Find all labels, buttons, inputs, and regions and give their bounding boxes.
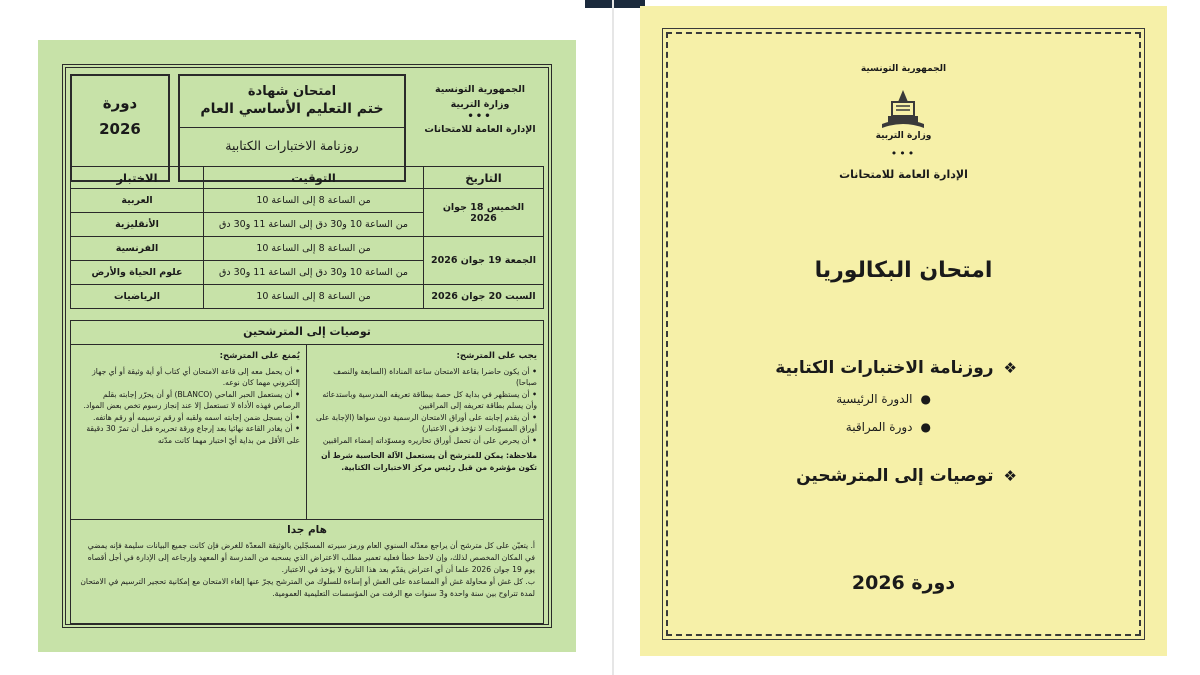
- header-date: التاريخ: [424, 167, 544, 189]
- subject-cell: الأنقليزية: [71, 213, 204, 237]
- list-item: [717, 466, 1017, 486]
- ministry-label: وزارة التربية: [875, 131, 932, 141]
- subject-cell: علوم الحياة والأرض: [71, 261, 204, 285]
- subject-cell: الرياضيات: [71, 285, 204, 309]
- recommendations-item-label: توصيات إلى المترشحين: [796, 466, 994, 486]
- left-document-page: [38, 40, 576, 652]
- list-item: • أن يستظهر في بداية كل حصة ببطاقة تعريفه المدرسية وباستدعائه وأن يسلم بطاقة تعريفه إلى المراقبين: [313, 389, 537, 412]
- dot-bullet-icon: ●: [920, 392, 931, 406]
- recommendations-title: توصيات إلى المترشحين: [71, 321, 543, 345]
- star-bullet-icon: ❖: [1003, 467, 1017, 485]
- recommendations-box: [70, 320, 544, 520]
- schedule-table: [70, 166, 544, 309]
- dot-bullet-icon: ●: [920, 420, 931, 434]
- baccalaureate-title: امتحان البكالوريا: [814, 258, 993, 283]
- exam-title: امتحان شهادة: [247, 84, 337, 99]
- right-document-page: [640, 6, 1167, 656]
- list-item: • أن يكون حاضرا بقاعة الامتحان ساعة المناداة (السابعة والنصف صباحا): [313, 366, 537, 389]
- calendar-subtitle: روزنامة الاختبارات الكتابية: [180, 127, 404, 153]
- contents-list: [717, 358, 1017, 486]
- important-paragraph: ب. كل غش أو محاولة غش أو المساعدة على الغش أو إساءة للسلوك من المترشح يجرّ عنها إلغاء الامتحان مع إمكانية تحجير الترسيم في الامتحان لمدة تتراوح بين سنة واحدة و3 سنوات مع الرفت من المؤسسات التعليمية العمومية.: [80, 577, 535, 598]
- table-row: [71, 285, 544, 309]
- list-item: • أن يحمل معه إلى قاعة الامتحان أي كتاب أو أية وثيقة أو أي جهاز إلكتروني مهما كان نوعه.: [77, 366, 300, 389]
- separator-dots: •••: [467, 111, 493, 122]
- list-item: • أن يسجل ضمن إجابته اسمه ولقبه أو رقم ترسيمه أو رقم هاتفه.: [77, 412, 300, 424]
- date-cell: السبت 20 جوان 2026: [424, 285, 544, 309]
- ministry-label: وزارة التربية: [450, 99, 510, 110]
- session-label: دورة: [102, 94, 138, 112]
- forbidden-column: [71, 345, 307, 519]
- table-row: [71, 189, 544, 213]
- list-item: • أن يقدم إجابته على أوراق الامتحان الرسمية دون سواها (الإجابة على أوراق المسوّدات لا تؤخذ في الاعتبار): [313, 412, 537, 435]
- date-cell: الخميس 18 جوان 2026: [424, 189, 544, 237]
- session-year-label: دورة 2026: [851, 572, 956, 594]
- must-column: [307, 345, 543, 519]
- control-session-label: دورة المراقبة: [845, 420, 913, 434]
- list-item: [717, 358, 1017, 378]
- calculator-note: ملاحظة: يمكن للمترشح أن يستعمل الآلة الحاسبة شرط أن تكون مؤشرة من قبل رئيس مركز الاختبارات الكتابية.: [321, 451, 537, 472]
- star-bullet-icon: ❖: [1003, 359, 1017, 377]
- republic-label: الجمهورية التونسية: [435, 84, 525, 95]
- list-item: • أن يستعمل الحبر الماحي (BLANCO) أو أن يحرّر إجابته بقلم الرصاص فهذه الأداة لا تستعمل إلا عند إنجاز رسوم تخص بعض المواد.: [77, 389, 300, 412]
- page-divider: [612, 0, 614, 675]
- directorate-label: الإدارة العامة للامتحانات: [424, 124, 536, 135]
- republic-label: الجمهورية التونسية: [860, 64, 947, 74]
- list-item: [717, 392, 931, 406]
- header-subject: الاختبار: [71, 167, 204, 189]
- important-title: هام جدا: [287, 524, 327, 536]
- exam-name: ختم التعليم الأساسي العام: [200, 101, 384, 117]
- header-time: التوقيت: [204, 167, 424, 189]
- must-heading: يجب على المترشح:: [456, 351, 537, 361]
- calendar-item-label: روزنامة الاختبارات الكتابية: [775, 358, 994, 378]
- directorate-label: الإدارة العامة للامتحانات: [839, 168, 968, 181]
- time-cell: من الساعة 8 إلى الساعة 10: [204, 237, 424, 261]
- session-year: 2026: [99, 120, 141, 138]
- time-cell: من الساعة 8 إلى الساعة 10: [204, 285, 424, 309]
- subject-cell: الفرنسية: [71, 237, 204, 261]
- date-cell: الجمعة 19 جوان 2026: [424, 237, 544, 285]
- list-item: [717, 420, 931, 434]
- separator-dots: •••: [890, 147, 917, 160]
- ministry-block: [416, 82, 544, 137]
- list-item: • أن يغادر القاعة نهائيا بعد إرجاع ورقة تحريره قبل أن تمرّ 30 دقيقة على الأقل من بداية أيّ اختبار مهما كانت مدّته: [77, 423, 300, 446]
- top-edge-bar: [585, 0, 645, 8]
- table-row: [71, 237, 544, 261]
- time-cell: من الساعة 10 و30 دق إلى الساعة 11 و30 دق: [204, 213, 424, 237]
- main-session-label: الدورة الرئيسية: [836, 392, 913, 406]
- time-cell: من الساعة 8 إلى الساعة 10: [204, 189, 424, 213]
- important-box: [70, 520, 544, 624]
- time-cell: من الساعة 10 و30 دق إلى الساعة 11 و30 دق: [204, 261, 424, 285]
- important-paragraph: أ. يتعيّن على كل مترشح أن يراجع معدّله السنوي العام ورمز سيرته المسجّلين بالوثيقة المعدّة للغرض فإن كانت جميع البيانات سليمة فإنه يمضي في المكان المخصص لذلك، وإن لاحظ خطأ فعليه تعمير مطلب الاعتراض الذي يسحبه من المدرسة أو المعهد وإرجاعه إلى الإدارة في أجل أقصاه يوم 19 جوان 2026 علما أن أي اعتراض يقدّم بعد هذا التاريخ لا يؤخذ في الاعتبار.: [87, 541, 535, 574]
- subject-cell: العربية: [71, 189, 204, 213]
- list-item: • أن يحرص على أن تحمل أوراق تحاريره ومسوّداته إمضاء المراقبين: [313, 435, 537, 447]
- forbidden-heading: يُمنع على المترشح:: [219, 351, 300, 361]
